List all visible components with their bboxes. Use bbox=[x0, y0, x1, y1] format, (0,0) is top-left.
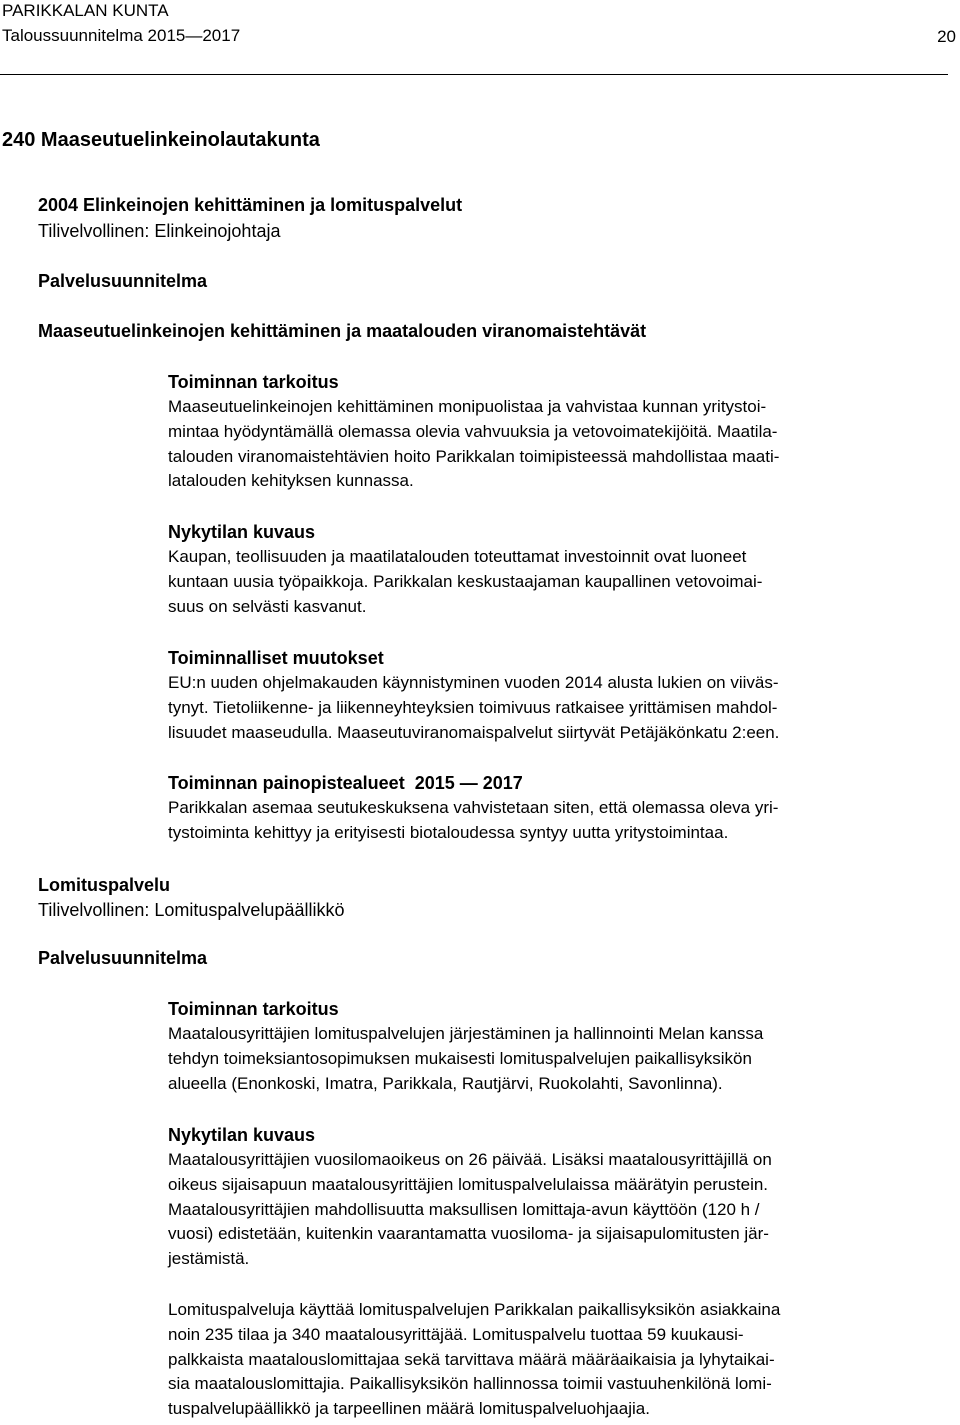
text-line: Lomituspalveluja käyttää lomituspalvelujen Parikkalan paikallisyksikön asiakkaina bbox=[168, 1300, 781, 1319]
text-line: jestämistä. bbox=[168, 1249, 250, 1269]
text-line: kuntaan uusia työpaikkoja. Parikkalan keskustaajaman kaupallinen vetovoimai- bbox=[168, 571, 763, 591]
section-title: Toiminnan painopistealueet 2015 — 2017 bbox=[168, 773, 523, 793]
section-title: Nykytilan kuvaus bbox=[168, 522, 316, 542]
header-divider bbox=[0, 74, 948, 75]
text-line: tuspalvelupäällikkö ja tarpeellinen määrä lomituspalveluohjaajia. bbox=[168, 1399, 650, 1419]
text-line: Maaseutuelinkeinojen kehittäminen monipuolistaa ja vahvistaa kunnan yritystoi- bbox=[168, 397, 767, 416]
text-line: Kaupan, teollisuuden ja maatilatalouden toteuttamat investoinnit ovat luoneet bbox=[168, 547, 747, 566]
section-title: Toiminnalliset muutokset bbox=[168, 648, 384, 668]
unit1-plan-heading: Palvelusuunnitelma bbox=[38, 271, 208, 291]
unit1-subheading: Maaseutuelinkeinojen kehittäminen ja maatalouden viranomaistehtävät bbox=[38, 321, 647, 341]
text-line: palkkaista maatalouslomittajaa sekä tarvittava määrä määräaikaisia ja lyhytaikai- bbox=[168, 1349, 775, 1369]
unit2-title: Lomituspalvelu bbox=[38, 875, 171, 895]
unit2-purpose-section bbox=[168, 997, 958, 1096]
text-line: oikeus sijaisapuun maatalousyrittäjien lomituspalvelulaissa määrätyin perustein. bbox=[168, 1174, 769, 1194]
text-line: Maatalousyrittäjien vuosilomaoikeus on 26 päivää. Lisäksi maatalousyrittäjillä on bbox=[168, 1150, 772, 1169]
unit2-responsible: Tilivelvollinen: Lomituspalvelupäällikkö bbox=[38, 900, 345, 920]
page-number: 20 bbox=[937, 27, 956, 46]
unit2-current-paragraph-2 bbox=[168, 1298, 958, 1422]
text-line: alueella (Enonkoski, Imatra, Parikkala, Rautjärvi, Ruokolahti, Savonlinna). bbox=[168, 1073, 723, 1093]
unit1-title: 2004 Elinkeinojen kehittäminen ja lomituspalvelut bbox=[38, 195, 463, 215]
unit1-current-section bbox=[168, 520, 958, 619]
text-line: EU:n uuden ohjelmakauden käynnistyminen vuoden 2014 alusta lukien on viiväs- bbox=[168, 673, 779, 692]
text-line: suus on selvästi kasvanut. bbox=[168, 596, 367, 616]
organization-name: PARIKKALAN KUNTA bbox=[2, 1, 169, 20]
text-line: latalouden kehityksen kunnassa. bbox=[168, 471, 414, 491]
text-line: lisuudet maaseudulla. Maaseutuviranomaispalvelut siirtyvät Petäjäkönkatu 2:een. bbox=[168, 722, 780, 742]
section-title: Toiminnan tarkoitus bbox=[168, 999, 339, 1019]
text-line: vuosi) edistetään, kuitenkin vaarantamatta vuosiloma- ja sijaisapulomitusten jär- bbox=[168, 1224, 769, 1244]
text-line: tehdyn toimeksiantosopimuksen mukaisesti lomituspalvelujen paikallisyksikön bbox=[168, 1048, 752, 1068]
unit1-focus-section bbox=[168, 771, 958, 846]
text-line: sia maatalouslomittajia. Paikallisyksikön hallinnossa toimii vastuuhenkilönä lomi- bbox=[168, 1374, 772, 1394]
text-line: tystoiminta kehittyy ja erityisesti biotaloudessa syntyy uutta yritystoimintaa. bbox=[168, 822, 729, 842]
unit2-plan-heading: Palvelusuunnitelma bbox=[38, 948, 208, 968]
text-line: noin 235 tilaa ja 340 maatalousyrittäjää. Lomituspalvelu tuottaa 59 kuukausi- bbox=[168, 1324, 744, 1344]
section-title: Nykytilan kuvaus bbox=[168, 1125, 316, 1145]
unit1-changes-section bbox=[168, 646, 958, 745]
text-line: mintaa hyödyntämällä olemassa olevia vahvuuksia ja vetovoimatekijöitä. Maatila- bbox=[168, 421, 778, 441]
unit1-responsible: Tilivelvollinen: Elinkeinojohtaja bbox=[38, 221, 281, 241]
unit1-purpose-section bbox=[168, 370, 958, 494]
unit2-current-section bbox=[168, 1123, 958, 1272]
text-line: tynyt. Tietoliikenne- ja liikenneyhteyksien toimivuus ratkaisee yrittämisen mahdol- bbox=[168, 697, 778, 717]
text-line: Maatalousyrittäjien mahdollisuutta maksullisen lomittaja-avun käyttöön (120 h / bbox=[168, 1199, 760, 1219]
text-line: Parikkalan asemaa seutukeskuksena vahvistetaan siten, että olemassa oleva yri- bbox=[168, 798, 779, 817]
section-title: Toiminnan tarkoitus bbox=[168, 372, 339, 392]
text-line: talouden viranomaistehtävien hoito Parikkalan toimipisteessä mahdollistaa maati- bbox=[168, 446, 780, 466]
main-title: 240 Maaseutuelinkeinolautakunta bbox=[2, 129, 320, 151]
text-line: Maatalousyrittäjien lomituspalvelujen järjestäminen ja hallinnointi Melan kanssa bbox=[168, 1024, 764, 1043]
document-title: Taloussuunnitelma 2015—2017 bbox=[2, 26, 241, 45]
